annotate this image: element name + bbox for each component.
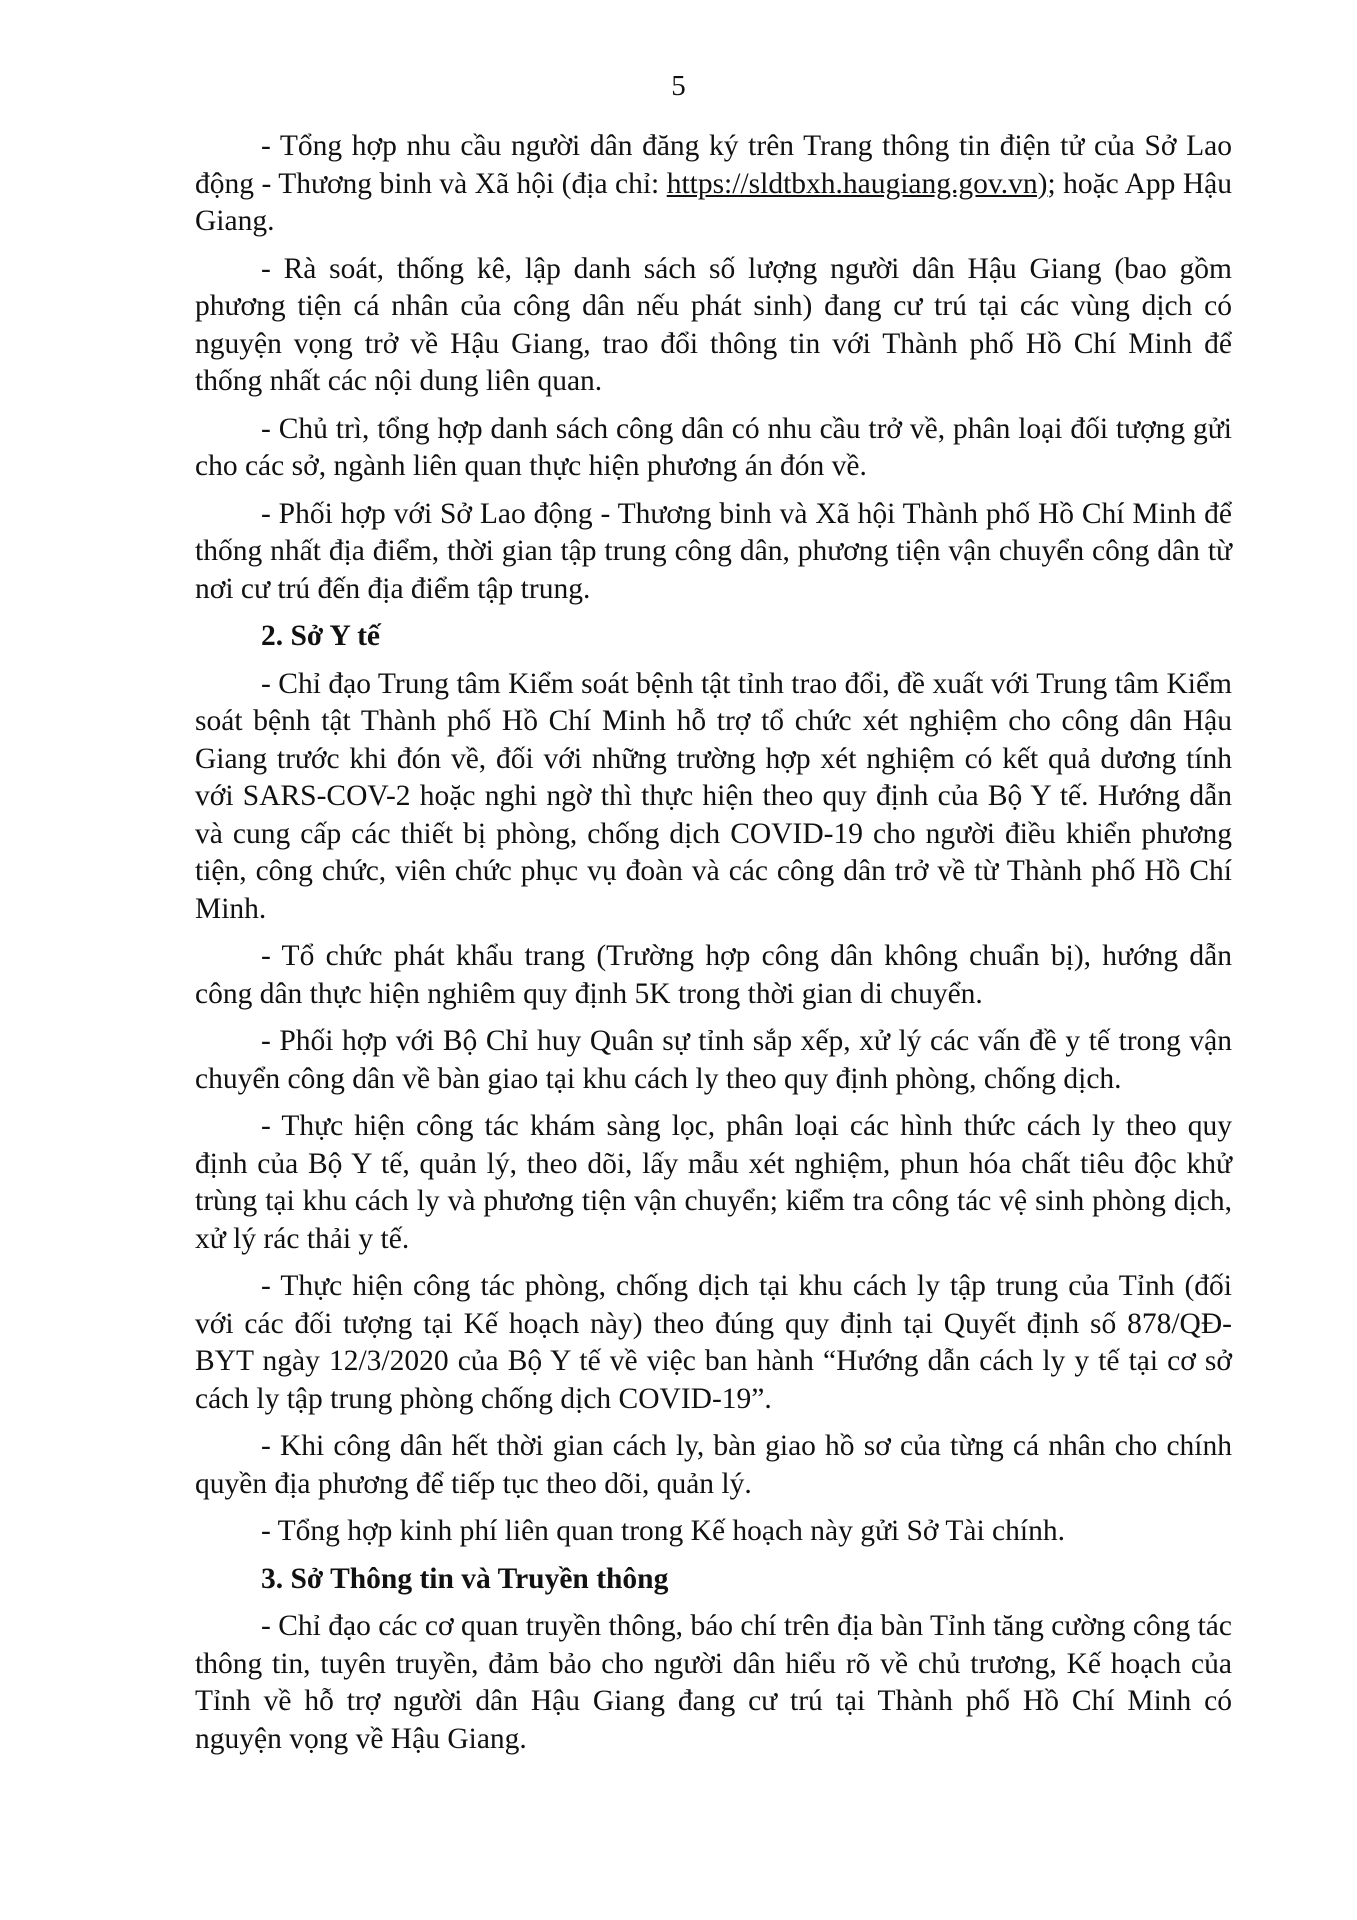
page-number: 5	[671, 70, 686, 102]
document-body	[195, 128, 1232, 1768]
section-heading: 2. Sở Y tế	[261, 620, 381, 652]
paragraph: - Thực hiện công tác phòng, chống dịch tại khu cách ly tập trung của Tỉnh (đối với các đối tượng tại Kế hoạch này) theo đúng quy định tại Quyết định số 878/QĐ-BYT ngày 12/3/2020 của Bộ Y tế về việc ban hành “Hướng dẫn cách ly y tế tại cơ sở cách ly tập trung phòng chống dịch COVID-19”.	[195, 1270, 1232, 1415]
paragraph: - Phối hợp với Bộ Chỉ huy Quân sự tỉnh sắp xếp, xử lý các vấn đề y tế trong vận chuyển công dân về bàn giao tại khu cách ly theo quy định phòng, chống dịch.	[195, 1025, 1232, 1095]
paragraph: - Thực hiện công tác khám sàng lọc, phân loại các hình thức cách ly theo quy định của Bộ Y tế, quản lý, theo dõi, lấy mẫu xét nghiệm, phun hóa chất tiêu độc khử trùng tại khu cách ly và phương tiện vận chuyển; kiểm tra công tác vệ sinh phòng dịch, xử lý rác thải y tế.	[195, 1110, 1232, 1255]
paragraph: - Khi công dân hết thời gian cách ly, bàn giao hồ sơ của từng cá nhân cho chính quyền địa phương để tiếp tục theo dõi, quản lý.	[195, 1430, 1232, 1500]
section-heading: 3. Sở Thông tin và Truyền thông	[261, 1562, 669, 1595]
paragraph: - Phối hợp với Sở Lao động - Thương binh và Xã hội Thành phố Hồ Chí Minh để thống nhất địa điểm, thời gian tập trung công dân, phương tiện vận chuyển công dân từ nơi cư trú đến địa điểm tập trung.	[195, 497, 1232, 605]
paragraph: - Chỉ đạo Trung tâm Kiểm soát bệnh tật tỉnh trao đổi, đề xuất với Trung tâm Kiểm soát bệnh tật Thành phố Hồ Chí Minh hỗ trợ tổ chức xét nghiệm cho công dân Hậu Giang trước khi đón về, đối với những trường hợp xét nghiệm có kết quả dương tính với SARS-COV-2 hoặc nghi ngờ thì thực hiện theo quy định của Bộ Y tế. Hướng dẫn và cung cấp các thiết bị phòng, chống dịch COVID-19 cho người điều khiển phương tiện, công chức, viên chức phục vụ đoàn và các công dân trở về từ Thành phố Hồ Chí Minh.	[195, 667, 1232, 925]
website-link[interactable]: https://sldtbxh.haugiang.gov.vn)	[666, 167, 1048, 200]
paragraph-text: - Tổng hợp nhu cầu người dân đăng ký trên Trang thông tin điện tử của Sở Lao động - Thương binh và Xã hội (địa chỉ:	[195, 130, 1232, 200]
paragraph	[195, 128, 1232, 241]
paragraph: - Chỉ đạo các cơ quan truyền thông, báo chí trên địa bàn Tỉnh tăng cường công tác thông tin, tuyên truyền, đảm bảo cho người dân hiểu rõ về chủ trương, Kế hoạch của Tỉnh về hỗ trợ người dân Hậu Giang đang cư trú tại Thành phố Hồ Chí Minh có nguyện vọng về Hậu Giang.	[195, 1610, 1232, 1755]
paragraph: - Tổ chức phát khẩu trang (Trường hợp công dân không chuẩn bị), hướng dẫn công dân thực hiện nghiêm quy định 5K trong thời gian di chuyển.	[195, 940, 1232, 1010]
paragraph: - Rà soát, thống kê, lập danh sách số lượng người dân Hậu Giang (bao gồm phương tiện cá nhân của công dân nếu phát sinh) đang cư trú tại các vùng dịch có nguyện vọng trở về Hậu Giang, trao đổi thông tin với Thành phố Hồ Chí Minh để thống nhất các nội dung liên quan.	[195, 252, 1232, 397]
paragraph: - Chủ trì, tổng hợp danh sách công dân có nhu cầu trở về, phân loại đối tượng gửi cho các sở, ngành liên quan thực hiện phương án đón về.	[195, 412, 1232, 482]
paragraph: - Tổng hợp kinh phí liên quan trong Kế hoạch này gửi Sở Tài chính.	[261, 1515, 1065, 1547]
paragraph-text: ; hoặc App Hậu Giang.	[195, 167, 1232, 237]
